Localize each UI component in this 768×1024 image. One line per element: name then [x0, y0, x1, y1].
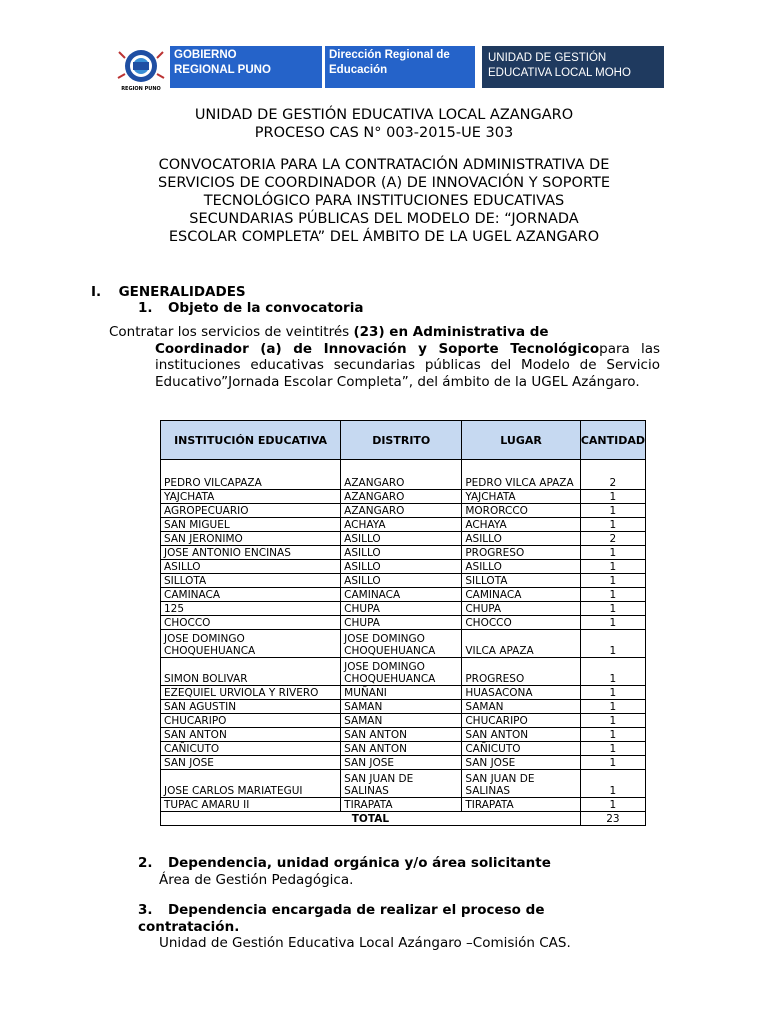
direccion-regional-box: [325, 46, 475, 88]
title-line-2: PROCESO CAS N° 003-2015-UE 303: [254, 125, 514, 141]
cell-institucion: 125: [161, 602, 341, 616]
cell-lugar: CHUCARIPO: [462, 714, 580, 728]
table-row: [161, 532, 646, 546]
table-row: [161, 770, 646, 798]
table-row: [161, 798, 646, 812]
para-bold-2: Coordinador (a) de Innovación y Soporte Tecnológico: [155, 340, 600, 357]
table-row: [161, 756, 646, 770]
section-numeral: I.: [91, 284, 102, 300]
item2-heading: [138, 855, 551, 872]
cell-cantidad: 1: [580, 700, 645, 714]
table-row: [161, 700, 646, 714]
table-row: [161, 714, 646, 728]
cell-cantidad: 1: [580, 658, 645, 686]
cell-distrito: TIRAPATA: [341, 798, 462, 812]
table-row: [161, 518, 646, 532]
box2-line1: Dirección Regional de: [329, 49, 450, 61]
cell-distrito: JOSE DOMINGO CHOQUEHUANCA: [341, 658, 462, 686]
cell-cantidad: 1: [580, 616, 645, 630]
cell-lugar: PROGRESO: [462, 546, 580, 560]
cell-cantidad: 1: [580, 630, 645, 658]
cell-distrito: SAN ANTON: [341, 728, 462, 742]
cell-cantidad: 1: [580, 546, 645, 560]
cell-distrito: AZANGARO: [341, 490, 462, 504]
cell-lugar: PROGRESO: [462, 658, 580, 686]
cell-institucion: CAÑICUTO: [161, 742, 341, 756]
cell-institucion: JOSE ANTONIO ENCINAS: [161, 546, 341, 560]
total-label: TOTAL: [161, 812, 581, 826]
table-row: [161, 460, 646, 490]
cell-institucion: SAN MIGUEL: [161, 518, 341, 532]
cell-distrito: ACHAYA: [341, 518, 462, 532]
table-total-row: [161, 812, 646, 826]
ugel-moho-box: [482, 46, 664, 88]
table-row: [161, 742, 646, 756]
total-value: 23: [580, 812, 645, 826]
cell-lugar: ACHAYA: [462, 518, 580, 532]
cell-distrito: CAMINACA: [341, 588, 462, 602]
cell-cantidad: 1: [580, 742, 645, 756]
cell-lugar: HUASACONA: [462, 686, 580, 700]
cell-institucion: CHUCARIPO: [161, 714, 341, 728]
cell-distrito: AZANGARO: [341, 504, 462, 518]
col-header-distrito: DISTRITO: [341, 421, 462, 460]
letterhead: [113, 46, 665, 92]
cell-lugar: SILLOTA: [462, 574, 580, 588]
section-heading: [91, 284, 246, 301]
conv-line-2: SERVICIOS DE COORDINADOR (A) DE INNOVACIÓN Y SOPORTE: [157, 175, 610, 191]
box2-line2: Educación: [329, 64, 388, 76]
convocatoria-heading: [100, 156, 668, 246]
cell-institucion: AGROPECUARIO: [161, 504, 341, 518]
item3-text: Unidad de Gestión Educativa Local Azángaro –Comisión CAS.: [159, 935, 571, 951]
cell-institucion: CHOCCO: [161, 616, 341, 630]
cell-cantidad: 1: [580, 686, 645, 700]
table-row: [161, 490, 646, 504]
cell-institucion: JOSE CARLOS MARIATEGUI: [161, 770, 341, 798]
objective-paragraph: [109, 324, 660, 390]
title-line-1: UNIDAD DE GESTIÓN EDUCATIVA LOCAL AZANGARO: [194, 107, 574, 123]
item3-heading: [138, 902, 558, 936]
logo-caption: REGION PUNO: [121, 86, 161, 92]
table-row: [161, 658, 646, 686]
conv-line-4: SECUNDARIAS PÚBLICAS DEL MODELO DE: “JORNADA: [189, 211, 579, 227]
section-title: GENERALIDADES: [118, 284, 246, 300]
cell-lugar: PEDRO VILCA APAZA: [462, 460, 580, 490]
table-row: [161, 630, 646, 658]
item1-title: Objeto de la convocatoria: [167, 300, 364, 316]
box3-line1: UNIDAD DE GESTIÓN: [488, 52, 607, 64]
cell-cantidad: 1: [580, 770, 645, 798]
cell-institucion: YAJCHATA: [161, 490, 341, 504]
cell-lugar: CAMINACA: [462, 588, 580, 602]
cell-institucion: PEDRO VILCAPAZA: [161, 460, 341, 490]
cell-cantidad: 1: [580, 518, 645, 532]
cell-cantidad: 2: [580, 532, 645, 546]
table-header-row: [161, 421, 646, 460]
cell-lugar: CHUPA: [462, 602, 580, 616]
para-bold-1: (23) en Administrativa de: [353, 324, 549, 340]
cell-distrito: SAN ANTON: [341, 742, 462, 756]
box1-line2: REGIONAL PUNO: [174, 64, 271, 76]
cell-institucion: EZEQUIEL URVIOLA Y RIVERO: [161, 686, 341, 700]
table-row: [161, 546, 646, 560]
cell-distrito: CHUPA: [341, 602, 462, 616]
cell-institucion: SAN ANTON: [161, 728, 341, 742]
cell-cantidad: 1: [580, 602, 645, 616]
cell-distrito: SAMAN: [341, 700, 462, 714]
table-row: [161, 602, 646, 616]
item1-number: 1.: [138, 300, 153, 316]
item2-text: Área de Gestión Pedagógica.: [159, 872, 354, 888]
institutions-table: [160, 420, 646, 826]
item2-title: Dependencia, unidad orgánica y/o área solicitante: [167, 855, 551, 871]
item2-number: 2.: [138, 855, 153, 871]
table-row: [161, 686, 646, 700]
table-row: [161, 588, 646, 602]
cell-lugar: ASILLO: [462, 560, 580, 574]
document-title: [0, 106, 768, 142]
cell-cantidad: 1: [580, 504, 645, 518]
cell-lugar: YAJCHATA: [462, 490, 580, 504]
cell-institucion: ASILLO: [161, 560, 341, 574]
cell-cantidad: 2: [580, 460, 645, 490]
cell-distrito: MUÑANI: [341, 686, 462, 700]
conv-line-5: ESCOLAR COMPLETA” DEL ÁMBITO DE LA UGEL AZANGARO: [168, 229, 600, 245]
col-header-cantidad: CANTIDAD: [580, 421, 645, 460]
col-header-institucion: INSTITUCIÓN EDUCATIVA: [161, 421, 341, 460]
cell-lugar: SAN ANTON: [462, 728, 580, 742]
cell-institucion: SIMON BOLIVAR: [161, 658, 341, 686]
cell-cantidad: 1: [580, 798, 645, 812]
cell-lugar: VILCA APAZA: [462, 630, 580, 658]
cell-institucion: SAN JERONIMO: [161, 532, 341, 546]
cell-cantidad: 1: [580, 574, 645, 588]
cell-lugar: SAN JUAN DE SALINAS: [462, 770, 580, 798]
cell-lugar: SAN JOSE: [462, 756, 580, 770]
cell-distrito: AZANGARO: [341, 460, 462, 490]
cell-distrito: SAN JOSE: [341, 756, 462, 770]
box3-line2: EDUCATIVA LOCAL MOHO: [488, 67, 631, 79]
table-row: [161, 616, 646, 630]
item3-number: 3.: [138, 902, 153, 918]
cell-lugar: TIRAPATA: [462, 798, 580, 812]
conv-line-1: CONVOCATORIA PARA LA CONTRATACIÓN ADMINISTRATIVA DE: [158, 157, 610, 173]
cell-lugar: ASILLO: [462, 532, 580, 546]
cell-lugar: CAÑICUTO: [462, 742, 580, 756]
cell-distrito: ASILLO: [341, 546, 462, 560]
cell-distrito: ASILLO: [341, 560, 462, 574]
cell-distrito: ASILLO: [341, 574, 462, 588]
col-header-lugar: LUGAR: [462, 421, 580, 460]
cell-cantidad: 1: [580, 756, 645, 770]
para-text-2: para las instituciones educativas secundarias públicas del Modelo de Servicio Educativo”Jornada Escolar Completa”, del ámbito de la UGEL Azángaro.: [155, 340, 660, 390]
cell-lugar: CHOCCO: [462, 616, 580, 630]
cell-distrito: CHUPA: [341, 616, 462, 630]
cell-distrito: ASILLO: [341, 532, 462, 546]
cell-cantidad: 1: [580, 560, 645, 574]
cell-institucion: SAN JOSE: [161, 756, 341, 770]
cell-distrito: SAN JUAN DE SALINAS: [341, 770, 462, 798]
gobierno-regional-box: [170, 46, 322, 88]
table-row: [161, 560, 646, 574]
item1-heading: [138, 300, 363, 317]
cell-lugar: MORORCCO: [462, 504, 580, 518]
cell-cantidad: 1: [580, 728, 645, 742]
cell-cantidad: 1: [580, 714, 645, 728]
conv-line-3: TECNOLÓGICO PARA INSTITUCIONES EDUCATIVAS: [203, 193, 565, 209]
cell-cantidad: 1: [580, 490, 645, 504]
table-row: [161, 504, 646, 518]
cell-institucion: JOSE DOMINGO CHOQUEHUANCA: [161, 630, 341, 658]
cell-cantidad: 1: [580, 588, 645, 602]
cell-distrito: JOSE DOMINGO CHOQUEHUANCA: [341, 630, 462, 658]
box1-line1: GOBIERNO: [174, 49, 237, 61]
table-row: [161, 728, 646, 742]
cell-distrito: SAMAN: [341, 714, 462, 728]
cell-institucion: SILLOTA: [161, 574, 341, 588]
cell-institucion: SAN AGUSTIN: [161, 700, 341, 714]
cell-institucion: CAMINACA: [161, 588, 341, 602]
item3-title: Dependencia encargada de realizar el proceso de contratación.: [138, 902, 545, 935]
table-row: [161, 574, 646, 588]
region-puno-logo: [113, 46, 169, 92]
para-text-1: Contratar los servicios de veintitrés: [109, 324, 354, 340]
cell-lugar: SAMAN: [462, 700, 580, 714]
cell-institucion: TUPAC AMARU II: [161, 798, 341, 812]
